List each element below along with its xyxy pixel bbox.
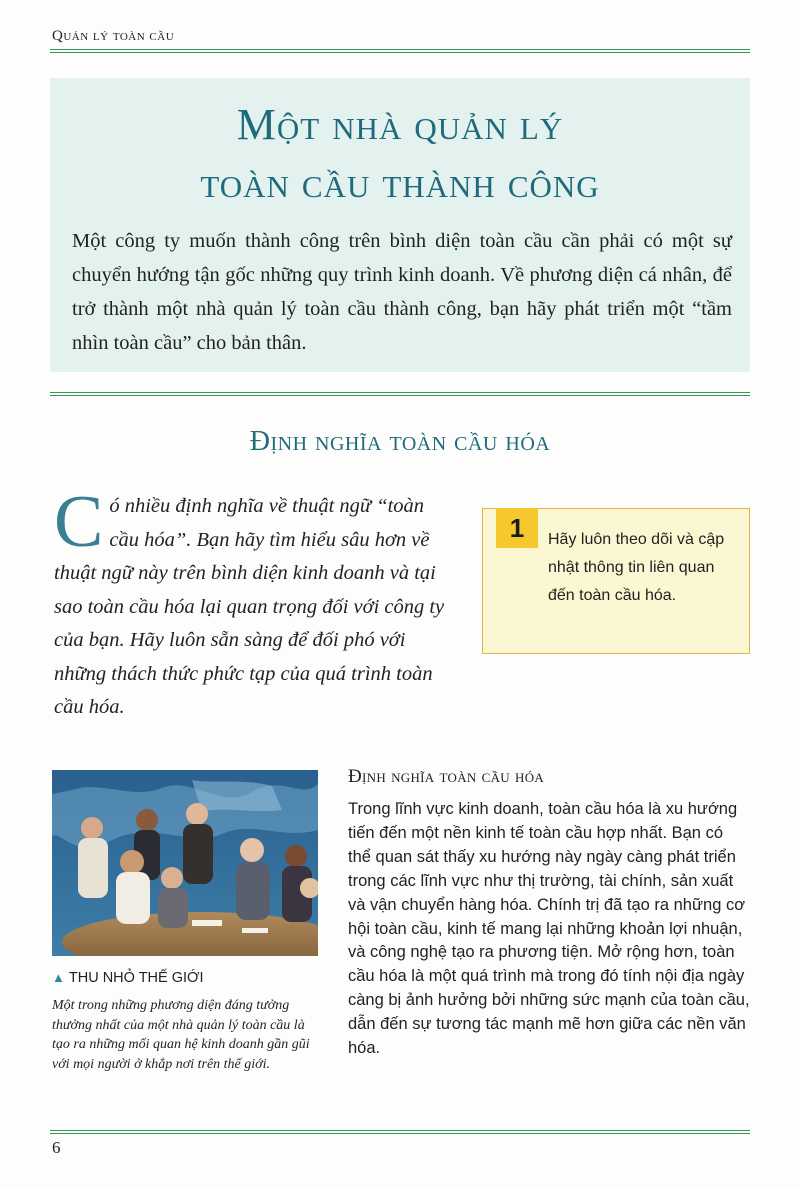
- meeting-photo: [52, 770, 318, 956]
- drop-cap: C: [54, 481, 104, 563]
- section-title: Định nghĩa toàn cầu hóa: [249, 426, 551, 457]
- page-title-line-1: Một nhà quản lý: [236, 100, 564, 149]
- definition-text: Trong lĩnh vực kinh doanh, toàn cầu hóa là xu hướng tiến đến một nền kinh tế toàn cầu hợp nhất. Bạn có thể quan sát thấy xu hướng này ngày càng phát triển trong các lĩnh vực như thị trường, tài chính, sản xuất và vận chuyển hàng hóa. Chính trị đã tạo ra những cơ hội toàn cầu, kinh tế mang lại những khoản lợi nhuận, và công nghệ tạo ra phương tiện. Mở rộng hơn, toàn cầu hóa là một quá trình mà trong đó tính nội địa ngày càng bị ảnh hưởng bởi những sức mạnh của toàn cầu, dẫn đến sự tương tác mạnh mẽ hơn giữa các nền văn hóa.: [348, 800, 750, 1058]
- lead-paragraph: [54, 481, 454, 725]
- tip-text: Hãy luôn theo dõi và cập nhật thông tin liên quan đến toàn cầu hóa.: [548, 531, 725, 604]
- header-rule: [50, 49, 750, 53]
- page-title: [50, 96, 750, 212]
- photo-caption-title: [52, 970, 204, 986]
- lead-paragraph-text: ó nhiều định nghĩa về thuật ngữ “toàn cầu hóa”. Bạn hãy tìm hiểu sâu hơn về thuật ngữ này trên bình diện kinh doanh và tại sao toàn cầu hóa lại quan trọng đối với công ty của bạn. Hãy luôn sẵn sàng để đối phó với những thách thức phức tạp của quá trình toàn cầu hóa.: [54, 495, 445, 718]
- tip-number-badge: 1: [496, 508, 538, 548]
- footer-rule: [50, 1130, 750, 1134]
- intro-rule: [50, 392, 750, 396]
- page-title-line-2: toàn cầu thành công: [200, 158, 600, 207]
- page-number: 6: [52, 1138, 61, 1157]
- photo-caption-title-text: THU NHỎ THẾ GIỚI: [68, 970, 204, 986]
- triangle-up-icon: ▲: [52, 970, 65, 985]
- running-head: Quản lý toàn cầu: [52, 28, 175, 44]
- intro-paragraph: Một công ty muốn thành công trên bình diện toàn cầu cần phải có một sự chuyển hướng tận gốc những quy trình kinh doanh. Về phương diện cá nhân, để trở thành một nhà quản lý toàn cầu thành công, bạn hãy phát triển một “tầm nhìn toàn cầu” cho bản thân.: [72, 230, 732, 354]
- definition-title: Định nghĩa toàn cầu hóa: [348, 766, 545, 787]
- photo-caption-text: Một trong những phương diện đáng tưởng thưởng nhất của một nhà quản lý toàn cầu là tạo ra những mối quan hệ kinh doanh gần gũi với mọi người ở khắp nơi trên thế giới.: [52, 998, 310, 1072]
